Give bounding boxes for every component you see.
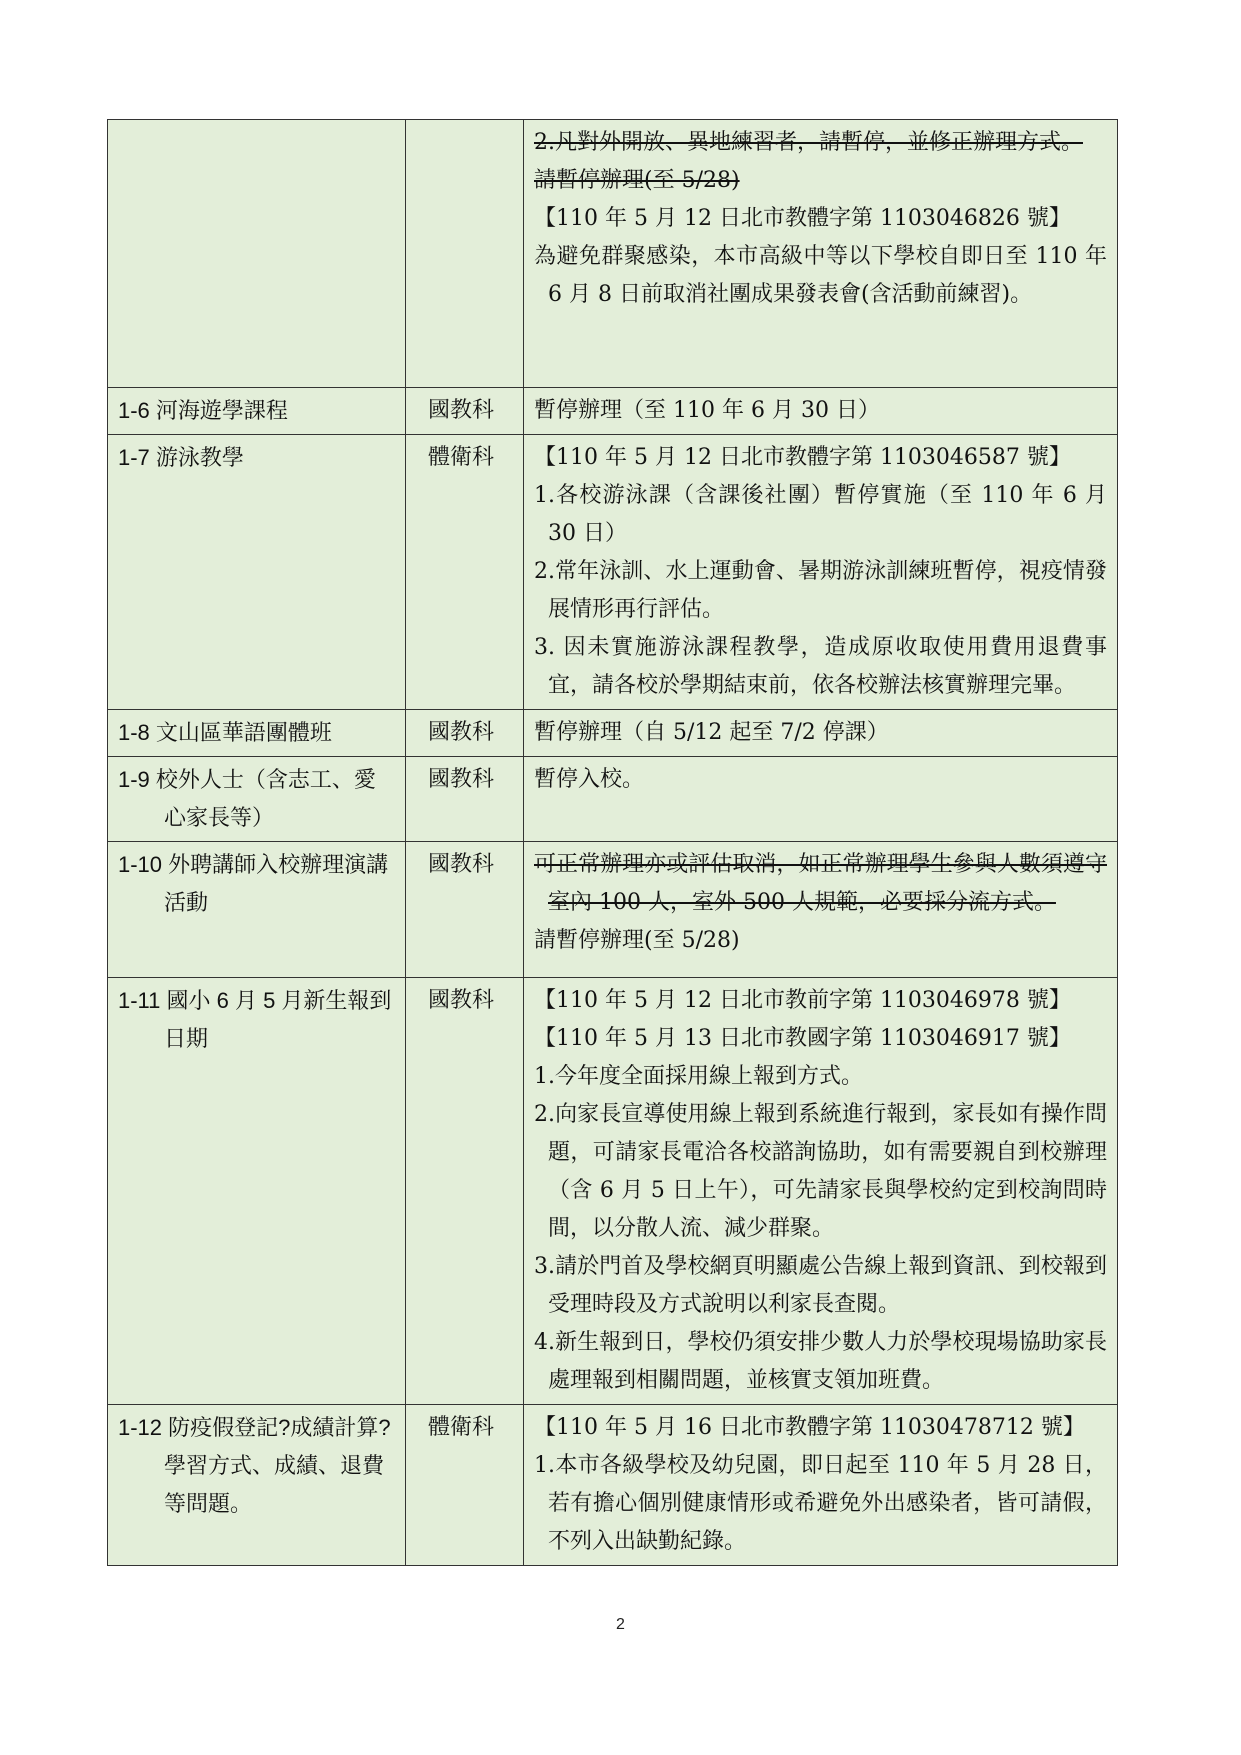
table-row — [108, 978, 1118, 1405]
struck-measure-text: 請暫停辦理(至 5/28) — [534, 168, 740, 193]
table-row — [108, 435, 1118, 710]
measure-cell — [524, 1405, 1118, 1566]
department-label: 國教科 — [428, 852, 495, 877]
measure-text: 【110 年 5 月 13 日北市教國字第 1103046917 號】 — [534, 1026, 1071, 1051]
department-cell — [406, 435, 524, 710]
measures-table — [107, 119, 1118, 1566]
measure-text: 【110 年 5 月 12 日北市教前字第 1103046978 號】 — [534, 988, 1071, 1013]
table-body — [108, 120, 1118, 1566]
department-cell — [406, 388, 524, 435]
department-cell — [406, 842, 524, 978]
item-cell — [108, 757, 406, 842]
department-label: 體衛科 — [428, 445, 495, 470]
department-cell — [406, 978, 524, 1405]
table-row — [108, 842, 1118, 978]
item-label: 1-10 外聘講師入校辦理演講活動 — [118, 852, 389, 915]
department-cell — [406, 710, 524, 757]
measure-cell — [524, 978, 1118, 1405]
measure-cell — [524, 710, 1118, 757]
measure-text: 2.向家長宣導使用線上報到系統進行報到，家長如有操作問題，可請家長電洽各校諮詢協助，如有需要親自到校辦理（含 6 月 5 日上午），可先請家長與學校約定到校詢問時間，以分散人流、減少群聚。 — [534, 1102, 1107, 1241]
item-cell — [108, 1405, 406, 1566]
measure-text: 1.本市各級學校及幼兒園，即日起至 110 年 5 月 28 日，若有擔心個別健康情形或希避免外出感染者，皆可請假，不列入出缺勤紀錄。 — [534, 1453, 1107, 1554]
department-label: 國教科 — [428, 767, 495, 792]
measure-cell — [524, 842, 1118, 978]
measure-text: 請暫停辦理(至 5/28) — [534, 928, 740, 953]
item-cell — [108, 388, 406, 435]
measure-text: 【110 年 5 月 12 日北市教體字第 1103046826 號】 — [534, 206, 1071, 231]
item-cell — [108, 120, 406, 388]
item-label: 1-8 文山區華語團體班 — [118, 720, 332, 745]
table-row — [108, 757, 1118, 842]
measure-cell — [524, 435, 1118, 710]
measure-text: 暫停辦理（自 5/12 起至 7/2 停課） — [534, 720, 889, 745]
measure-text: 1.各校游泳課（含課後社團）暫停實施（至 110 年 6 月 30 日） — [534, 483, 1107, 546]
item-label: 1-11 國小 6 月 5 月新生報到日期 — [118, 988, 392, 1051]
measure-text: 為避免群聚感染，本市高級中等以下學校自即日至 110 年 6 月 8 日前取消社團成果發表會(含活動前練習)。 — [534, 244, 1107, 307]
measure-cell — [524, 388, 1118, 435]
item-label: 1-9 校外人士（含志工、愛心家長等） — [118, 767, 376, 830]
measure-text: 4.新生報到日，學校仍須安排少數人力於學校現場協助家長處理報到相關問題，並核實支領加班費。 — [534, 1330, 1107, 1393]
item-cell — [108, 435, 406, 710]
measure-cell — [524, 757, 1118, 842]
measure-cell — [524, 120, 1118, 388]
measure-text: 1.今年度全面採用線上報到方式。 — [534, 1064, 863, 1089]
department-label: 國教科 — [428, 720, 495, 745]
struck-measure-text: 可正常辦理亦或評估取消，如正常辦理學生參與人數須遵守室內 100 人，室外 500 人規範，必要採分流方式。 — [534, 852, 1107, 915]
measure-text: 暫停辦理（至 110 年 6 月 30 日） — [534, 398, 880, 423]
measure-text: 【110 年 5 月 12 日北市教體字第 1103046587 號】 — [534, 445, 1071, 470]
item-cell — [108, 842, 406, 978]
department-label: 國教科 — [428, 988, 495, 1013]
item-cell — [108, 710, 406, 757]
measure-text: 【110 年 5 月 16 日北市教體字第 11030478712 號】 — [534, 1415, 1085, 1440]
item-cell — [108, 978, 406, 1405]
struck-measure-text: 2.凡對外開放、異地練習者，請暫停，並修正辦理方式。 — [534, 130, 1083, 155]
table-row — [108, 1405, 1118, 1566]
department-label: 國教科 — [428, 398, 495, 423]
department-cell — [406, 757, 524, 842]
measure-text: 2.常年泳訓、水上運動會、暑期游泳訓練班暫停，視疫情發展情形再行評估。 — [534, 559, 1107, 622]
item-label: 1-7 游泳教學 — [118, 445, 244, 470]
measure-text: 3.請於門首及學校網頁明顯處公告線上報到資訊、到校報到受理時段及方式說明以利家長查閱。 — [534, 1254, 1107, 1317]
measure-text: 3. 因未實施游泳課程教學，造成原收取使用費用退費事宜，請各校於學期結束前，依各校辦法核實辦理完畢。 — [534, 635, 1107, 698]
department-cell — [406, 1405, 524, 1566]
item-label: 1-12 防疫假登記?成績計算?學習方式、成績、退費等問題。 — [118, 1415, 391, 1516]
item-label: 1-6 河海遊學課程 — [118, 398, 288, 423]
page-number: 2 — [616, 1616, 625, 1633]
department-cell — [406, 120, 524, 388]
measure-text: 暫停入校。 — [534, 767, 645, 792]
table-row — [108, 388, 1118, 435]
department-label: 體衛科 — [428, 1415, 495, 1440]
table-row — [108, 120, 1118, 388]
table-row — [108, 710, 1118, 757]
